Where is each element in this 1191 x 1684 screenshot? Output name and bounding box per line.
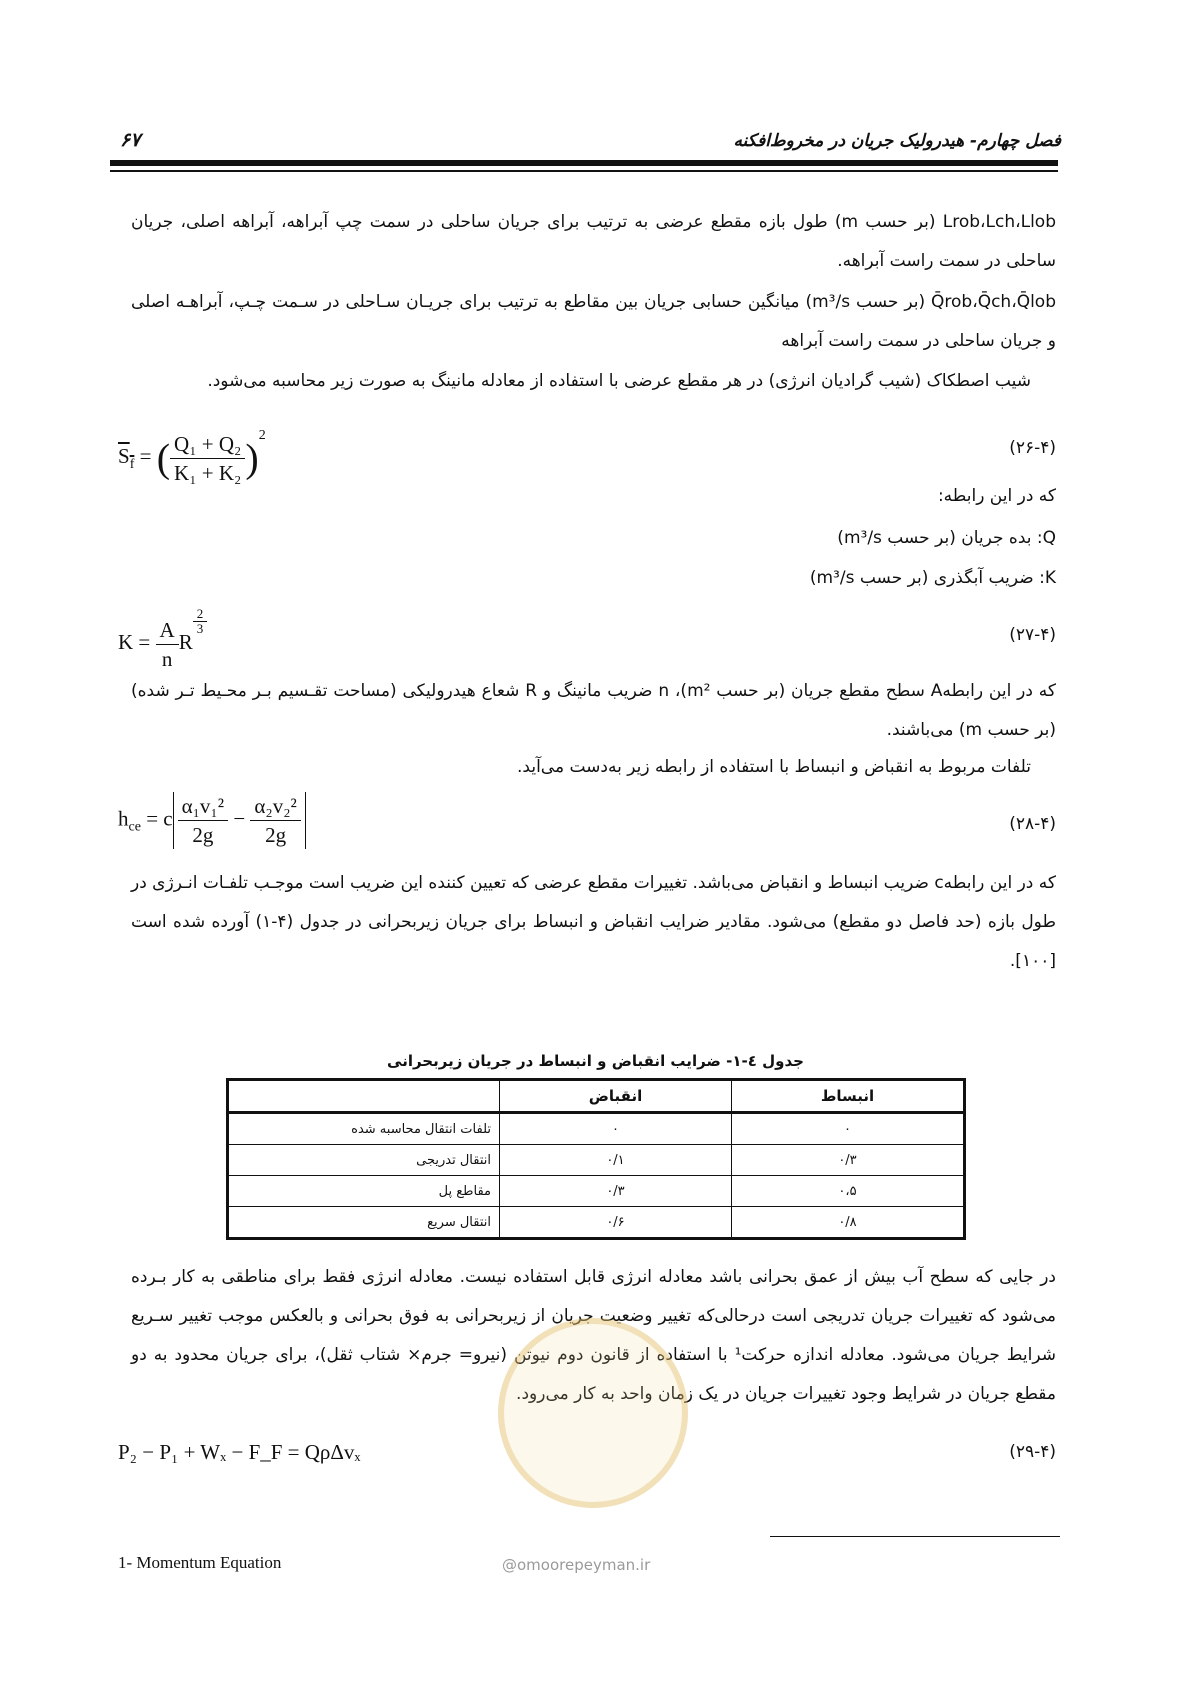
equation-28-number: (۲۸-۴): [1009, 814, 1056, 834]
paragraph-mean-discharges: Q̄rob،Q̄ch،Q̄lob (بر حسب m³/s) میانگین حسابی جریان بین مقاطع به ترتیب برای جریـان سـاحلی در سـمت چـپ، آبراهـه اصلی و جریان ساحلی در سمت راست آبراهه: [131, 292, 1056, 351]
header-rule-thin: [110, 170, 1058, 172]
equation-26-number: (۲۶-۴): [1009, 438, 1056, 458]
table-cell: ۰،۵: [732, 1176, 965, 1207]
table-header-expansion: انبساط: [732, 1080, 965, 1113]
coefficients-table: [226, 1078, 966, 1240]
table-header-blank: [228, 1080, 500, 1113]
table-cell: مقاطع پل: [228, 1176, 500, 1207]
where-label: که در این رابطه:: [937, 486, 1056, 506]
paragraph-coefficient: که در این رابطهc ضریب انبساط و انقباض می‌باشد. تغییرات مقطع عرضی که تعیین کننده این ضریب است موجـب تلفـات انـرژی در طول بازه (حد فاصل دو مقطع) می‌شود. مقادیر ضرایب انقباض و انبساط برای جریان زیربحرانی در جدول (۴-۱) آورده شده است [۱۰۰].: [131, 873, 1056, 971]
table-cell: ۰: [732, 1113, 965, 1145]
running-header-title: فصل چهارم- هیدرولیک جریان در مخروط‌افکنه: [733, 131, 1061, 151]
footnote: 1- Momentum Equation: [118, 1553, 282, 1572]
table-header-contraction: انقباض: [500, 1080, 732, 1113]
page-number: ۶۷: [120, 129, 141, 151]
equation-28: $h_{ce} = c$ $\frac{\text{α₁v₁²}}{2g}$ − $\frac{\text{α₂v₂²}}{2g}$: [118, 792, 306, 849]
table-header-row: [228, 1080, 965, 1113]
paragraph-lengths: Lrob،Lch،Llob (بر حسب m) طول بازه مقطع عرضی به ترتیب برای جریان ساحلی در سمت چپ آبراهه، آبراهه اصلی، جریان ساحلی در سمت راست آبراهه.: [131, 212, 1056, 271]
equation-27: K = $\frac{A}{n}$ R $\frac{2}{3}$: [118, 607, 207, 673]
table-cell: ۰: [500, 1113, 732, 1145]
watermark-at-icon: @: [502, 1556, 517, 1574]
table-row: [228, 1113, 965, 1145]
paragraph-losses: تلفات مربوط به انقباض و انبساط با استفاده از رابطه زیر به‌دست می‌آید.: [517, 757, 1031, 777]
equation-27-number: (۲۷-۴): [1009, 625, 1056, 645]
table-row: [228, 1145, 965, 1176]
table-caption: جدول ٤-۱- ضرایب انقباض و انبساط در جریان زیربحرانی: [387, 1052, 804, 1070]
table-cell: انتقال سریع: [228, 1207, 500, 1239]
table-cell: ۰/۶: [500, 1207, 732, 1239]
table-cell: ۰/۸: [732, 1207, 965, 1239]
header-rule-thick: [110, 160, 1058, 166]
paragraph-friction-slope: شیب اصطکاک (شیب گرادیان انرژی) در هر مقطع عرضی با استفاده از معادله مانینگ به صورت زیر محاسبه می‌شود.: [207, 371, 1031, 391]
definition-k: K: ضریب آبگذری (بر حسب m³/s): [809, 568, 1056, 588]
paragraph-area-definitions: که در این رابطهA سطح مقطع جریان (بر حسب m²)، n ضریب مانینگ و R شعاع هیدرولیکی (مساحت تقـسیم بـر محـیط تـر شده) (بر حسب m) می‌باشند.: [131, 681, 1056, 740]
equation-29-number: (۲۹-۴): [1009, 1442, 1056, 1462]
watermark-url: @omoorepeyman.ir: [502, 1556, 651, 1574]
table-cell: تلفات انتقال محاسبه شده: [228, 1113, 500, 1145]
table-row: [228, 1176, 965, 1207]
footnote-rule: [770, 1536, 1060, 1537]
equation-26: $S_f$ = ( $\frac{\text{Q₁ + Q₂}}{\text{K₁ + K₂}}$ )$^2$: [118, 428, 266, 485]
table-row: [228, 1207, 965, 1239]
paragraph-momentum: در جایی که سطح آب بیش از عمق بحرانی باشد معادله انرژی قابل استفاده نیست. معادله انرژی فقط برای مناطقی به کار بـرده می‌شود که تغییرات جریان تدریجی است درحالی‌که تغییر وضعیت جریان از زیربحرانی به فوق بحرانی و بالعکس موجب تغییر سـریع شرایط جریان می‌شود. معادله اندازه حرکت¹ با استفاده از قانون دوم نیوتن (نیرو= جرم× شتاب ثقل)، برای جریان محدود به دو مقطع جریان در شرایط وجود تغییرات جریان در یک زمان واحد به کار می‌رود.: [131, 1267, 1056, 1404]
table-cell: انتقال تدریجی: [228, 1145, 500, 1176]
watermark-seal: [498, 1318, 688, 1508]
table-cell: ۰/۱: [500, 1145, 732, 1176]
equation-29: P₂ − P₁ + Wₓ − F_F = QρΔvₓ: [118, 1440, 361, 1464]
definition-q: Q: بده جریان (بر حسب m³/s): [837, 528, 1056, 548]
table-cell: ۰/۳: [732, 1145, 965, 1176]
table-cell: ۰/۳: [500, 1176, 732, 1207]
